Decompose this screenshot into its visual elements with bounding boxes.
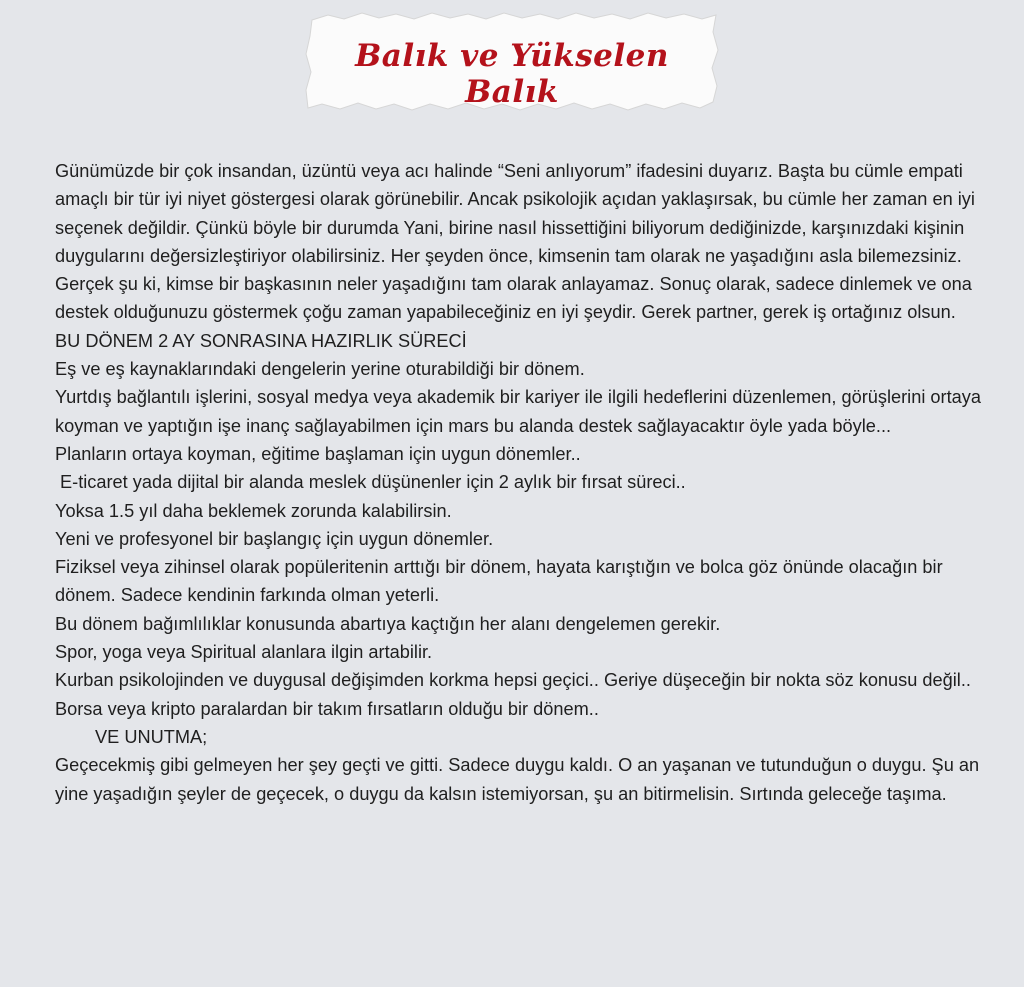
page-title: Balık ve Yükselen Balık <box>355 38 669 110</box>
paragraph: Borsa veya kripto paralardan bir takım fırsatların olduğu bir dönem.. <box>55 698 599 719</box>
closing-heading: VE UNUTMA; <box>95 726 208 747</box>
paragraph: Bu dönem bağımlılıklar konusunda abartıya kaçtığın her alanı dengelemen gerekir. <box>55 613 721 634</box>
section-heading: BU DÖNEM 2 AY SONRASINA HAZIRLIK SÜRECİ <box>55 330 467 351</box>
title-banner <box>304 10 720 112</box>
paragraph: Fiziksel veya zihinsel olarak popüleritenin arttığı bir dönem, hayata karıştığın ve bolca göz önünde olacağın bir dönem. Sadece kendinin farkında olman yeterli. <box>55 557 943 606</box>
paragraph: E-ticaret yada dijital bir alanda meslek düşünenler için 2 aylık bir fırsat süreci.. <box>60 472 686 493</box>
paragraph: Yurtdış bağlantılı işlerini, sosyal medya veya akademik bir kariyer ile ilgili hedeflerini düzenlemen, görüşlerini ortaya koyman ve yaptığın işe inanç sağlayabilmen için mars bu alanda destek sağlayacaktır öyle yada böyle... <box>55 387 981 436</box>
paragraph: Spor, yoga veya Spiritual alanlara ilgin artabilir. <box>55 642 433 663</box>
paragraph: Eş ve eş kaynaklarındaki dengelerin yerine oturabildiği bir dönem. <box>55 359 585 380</box>
paragraph: Günümüzde bir çok insandan, üzüntü veya acı halinde “Seni anlıyorum” ifadesini duyarız. Başta bu cümle empati amaçlı bir tür iyi niyet göstergesi olarak görünebilir. Ancak psikolojik açıdan yaklaşırsak, bu cümle her zaman en iyi seçenek değildir. Çünkü böyle bir durumda Yani, birine nasıl hissettiğini biliyorum dediğinizde, karşınızdaki kişinin duygularını değersizleştiriyor olabilirsiniz. Her şeyden önce, kimsenin tam olarak ne yaşadığını asla bilemezsiniz. Gerçek şu ki, kimse bir başkasının neler yaşadığını tam olarak anlayamaz. Sonuç olarak, sadece dinlemek ve ona destek olduğunuzu göstermek çoğu zaman yapabileceğiniz en iyi şeydir. Gerek partner, gerek iş ortağınız olsun. <box>55 161 975 323</box>
paragraph: Kurban psikolojinden ve duygusal değişimden korkma hepsi geçici.. Geriye düşeceğin bir nokta söz konusu değil.. <box>55 670 971 691</box>
article-body <box>55 157 985 808</box>
paragraph: Yoksa 1.5 yıl daha beklemek zorunda kalabilirsin. <box>55 500 452 521</box>
paragraph: Yeni ve profesyonel bir başlangıç için uygun dönemler. <box>55 528 494 549</box>
paragraph: Planların ortaya koyman, eğitime başlaman için uygun dönemler.. <box>55 443 581 464</box>
paragraph: Geçecekmiş gibi gelmeyen her şey geçti ve gitti. Sadece duygu kaldı. O an yaşanan ve tutunduğun o duygu. Şu an yine yaşadığın şeyler de geçecek, o duygu da kalsın istemiyorsan, şu an bitirmelisin. Sırtında geleceğe taşıma. <box>55 755 980 804</box>
